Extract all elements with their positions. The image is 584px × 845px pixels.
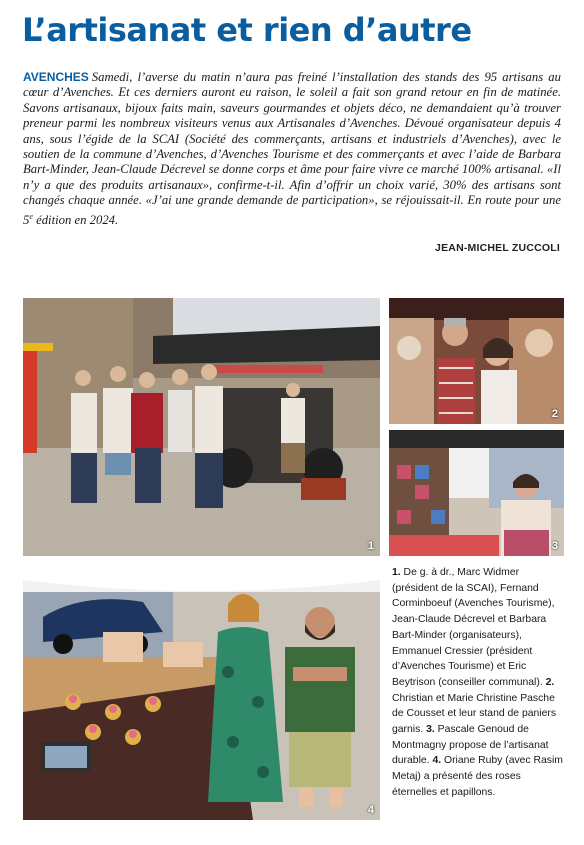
caption-1-number: 1. [392, 567, 401, 578]
photo-2-basket-stand [389, 298, 564, 424]
article-title: L’artisanat et rien d’autre [22, 11, 472, 49]
photo-4-eternal-roses [23, 562, 380, 820]
photo-1-group-sidecar [23, 298, 380, 556]
article-byline: JEAN-MICHEL ZUCCOLI [435, 242, 560, 254]
article-text-part2: édition en 2024. [32, 212, 119, 227]
article-dateline: AVENCHES [23, 70, 89, 84]
caption-1 [392, 567, 554, 688]
photo-4-number: 4 [367, 804, 374, 816]
photo-3-illustration [389, 430, 564, 556]
edition-superscript: e [29, 211, 33, 221]
article-body [23, 70, 561, 228]
caption-3-number: 3. [426, 724, 435, 736]
photo-2-illustration [389, 298, 564, 424]
caption-2-text: Christian et Marie Christine Pasche de Cousset et leur stand de paniers garnis. [392, 692, 557, 736]
caption-2-number: 2. [545, 676, 555, 688]
photo-1-illustration [23, 298, 380, 556]
photo-captions [392, 565, 564, 801]
caption-4-number: 4. [432, 755, 442, 767]
caption-4-text: Oriane Ruby (avec Rasim Metaj) a présenté des roses éternelles et papillons. [392, 755, 563, 798]
caption-3-text: Pascale Genoud de Montmagny propose de l’artisanat durable. [392, 724, 549, 767]
photo-2-number: 2 [551, 408, 558, 420]
photo-1-number: 1 [367, 540, 374, 552]
article-text-part1: Samedi, l’averse du matin n’aura pas freiné l’installation des stands des 95 artisans au cœur d’Avenches. Et ces derniers auront eu raison, le soleil a fait son grand retour en fin de matinée. Savons artisanaux, bijoux faits main, saveurs gourmandes et objets déco, ne demandaient qu’à trouver preneur parmi les nombreux visiteurs venus aux Artisanales d’Avenches. Dévoué organisateur depuis 4 ans, sous l’égide de la SCAI (Société des commerçants, artisans et industriels d’Avenches), avec le soutien de la commune d’Avenches, d’Avenches Tourisme et des commerçants et avec l’aide de Barbara Bart-Minder, Jean-Claude Décrevel se donne corps et âme pour faire vivre ce marché 100% artisanal. «Il n’y a que des produits artisanaux», confirme-t-il. Afin d’offrir un choix varié, 30% des artisans sont changés chaque année. «J’ai une grande demande de participation», se réjouissait-il. En route pour une 5 [23, 70, 561, 227]
caption-1-text: De g. à dr., Marc Widmer (président de la SCAI), Fernand Corminboeuf (Avenches Tourisme), Jean-Claude Décrevel et Barbara Bart-Minder (organisateurs), Emmanuel Cressier (président d’Avenches Tourisme) et Eric Beytrison (conseiller communal). [392, 567, 555, 688]
photo-3-sustainable-crafts [389, 430, 564, 556]
photo-4-illustration [23, 562, 380, 820]
photo-3-number: 3 [551, 540, 558, 552]
